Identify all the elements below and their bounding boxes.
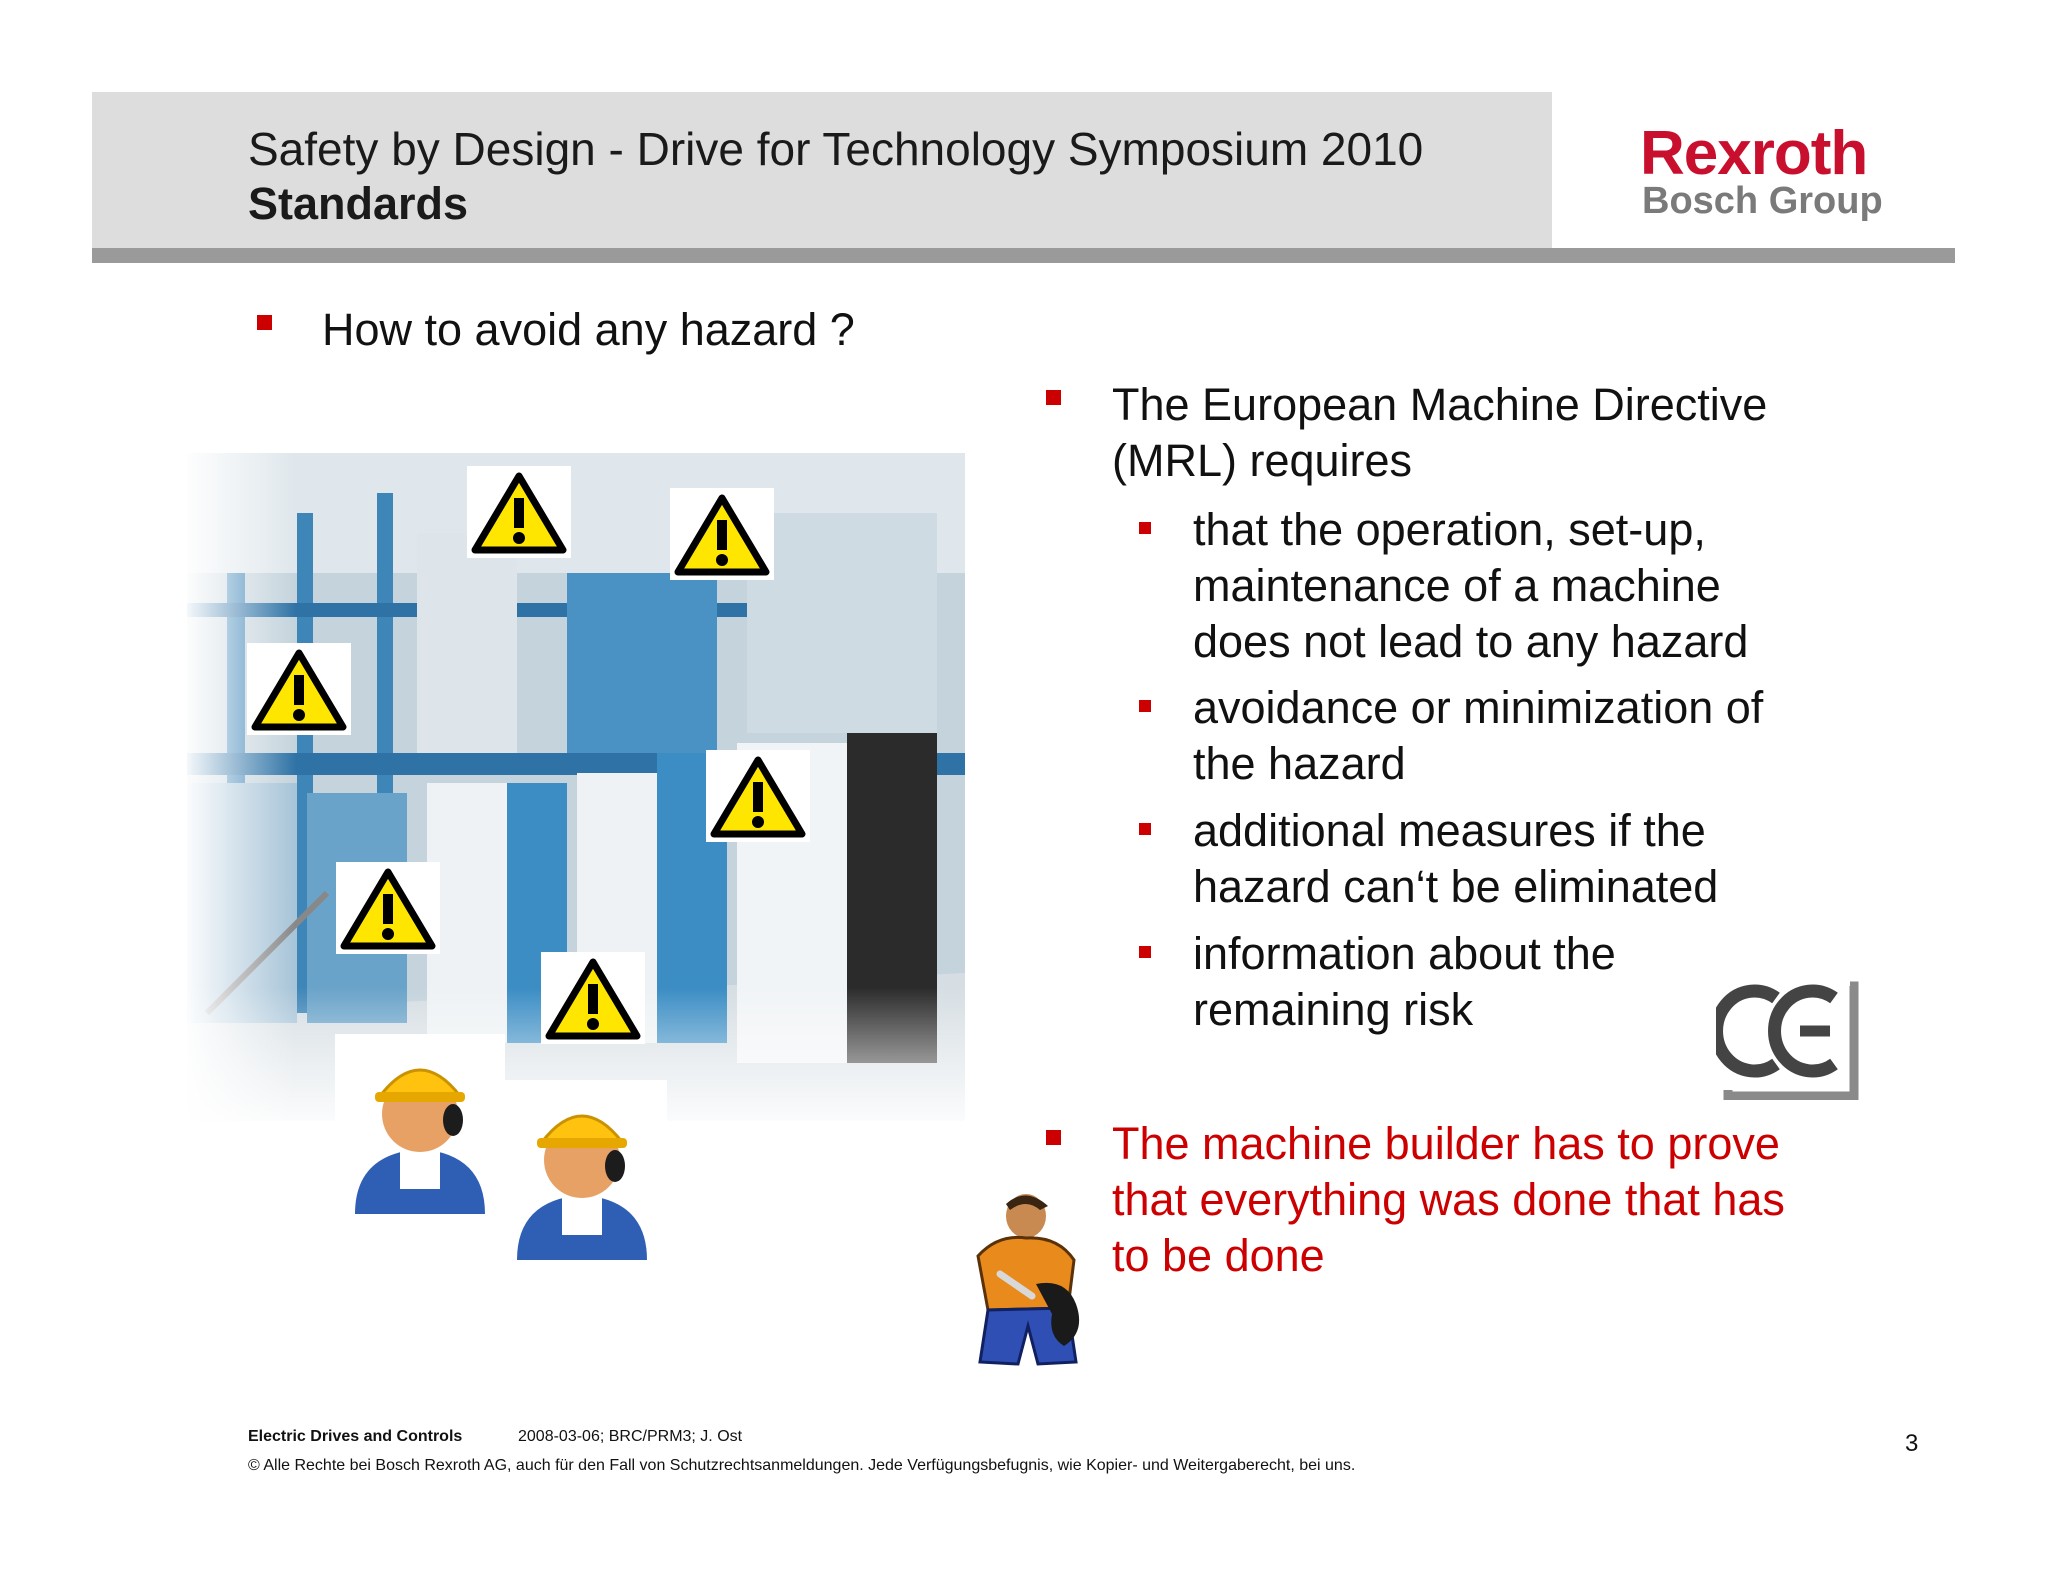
bullet-marker: [1046, 1130, 1061, 1145]
directive-item: [1193, 680, 1763, 792]
directive-item: [1193, 926, 1616, 1038]
warning-icon: [467, 466, 571, 558]
footer-company: Electric Drives and Controls: [248, 1428, 463, 1445]
directive-item-line: does not lead to any hazard: [1193, 616, 1749, 667]
conclusion-text: [1112, 1116, 1785, 1284]
slide-title: Standards: [248, 178, 469, 229]
presentation-title: Safety by Design - Drive for Technology Symposium 2010: [248, 123, 1424, 175]
question-text: How to avoid any hazard ?: [322, 304, 855, 355]
directive-line-2: (MRL) requires: [1112, 435, 1413, 486]
warning-icon: [336, 862, 440, 954]
warning-icon: [247, 643, 351, 735]
sub-bullet-marker: [1139, 700, 1151, 712]
conclusion-line: that everything was done that has: [1112, 1174, 1785, 1225]
mechanic-icon: [948, 1186, 1094, 1376]
conclusion-line: The machine builder has to prove: [1112, 1118, 1780, 1169]
directive-heading: [1112, 377, 1767, 489]
directive-item: [1193, 502, 1748, 670]
footer-copyright: © Alle Rechte bei Bosch Rexroth AG, auch für den Fall von Schutzrechtsanmeldungen. Jede Verfügungsbefugnis, wie Kopier- und Weitergaberecht, bei uns.: [248, 1457, 1356, 1474]
directive-item-line: avoidance or minimization of: [1193, 682, 1764, 733]
page-number: 3: [1905, 1430, 1919, 1457]
directive-item-line: additional measures if the: [1193, 805, 1706, 856]
conclusion-line: to be done: [1112, 1230, 1325, 1281]
ce-mark-icon: [1716, 980, 1864, 1100]
directive-item-line: information about the: [1193, 928, 1616, 979]
directive-line-1: The European Machine Directive: [1112, 379, 1768, 430]
warning-icon: [670, 488, 774, 580]
worker-icon: [497, 1080, 667, 1265]
sub-bullet-marker: [1139, 522, 1151, 534]
logo-bosch-group: Bosch Group: [1642, 180, 1883, 222]
directive-item-line: that the operation, set-up,: [1193, 504, 1706, 555]
header-rule: [92, 248, 1955, 263]
directive-item-line: remaining risk: [1193, 984, 1474, 1035]
directive-item-line: maintenance of a machine: [1193, 560, 1721, 611]
directive-item-line: hazard can‘t be eliminated: [1193, 861, 1719, 912]
warning-icon: [706, 750, 810, 842]
sub-bullet-marker: [1139, 946, 1151, 958]
warning-icon: [541, 952, 645, 1044]
footer-meta: 2008-03-06; BRC/PRM3; J. Ost: [518, 1428, 743, 1445]
logo-rexroth: Rexroth: [1640, 119, 1868, 188]
directive-item: [1193, 803, 1718, 915]
bullet-marker: [257, 315, 272, 330]
directive-item-line: the hazard: [1193, 738, 1406, 789]
worker-icon: [335, 1034, 505, 1219]
sub-bullet-marker: [1139, 823, 1151, 835]
bullet-marker: [1046, 390, 1061, 405]
